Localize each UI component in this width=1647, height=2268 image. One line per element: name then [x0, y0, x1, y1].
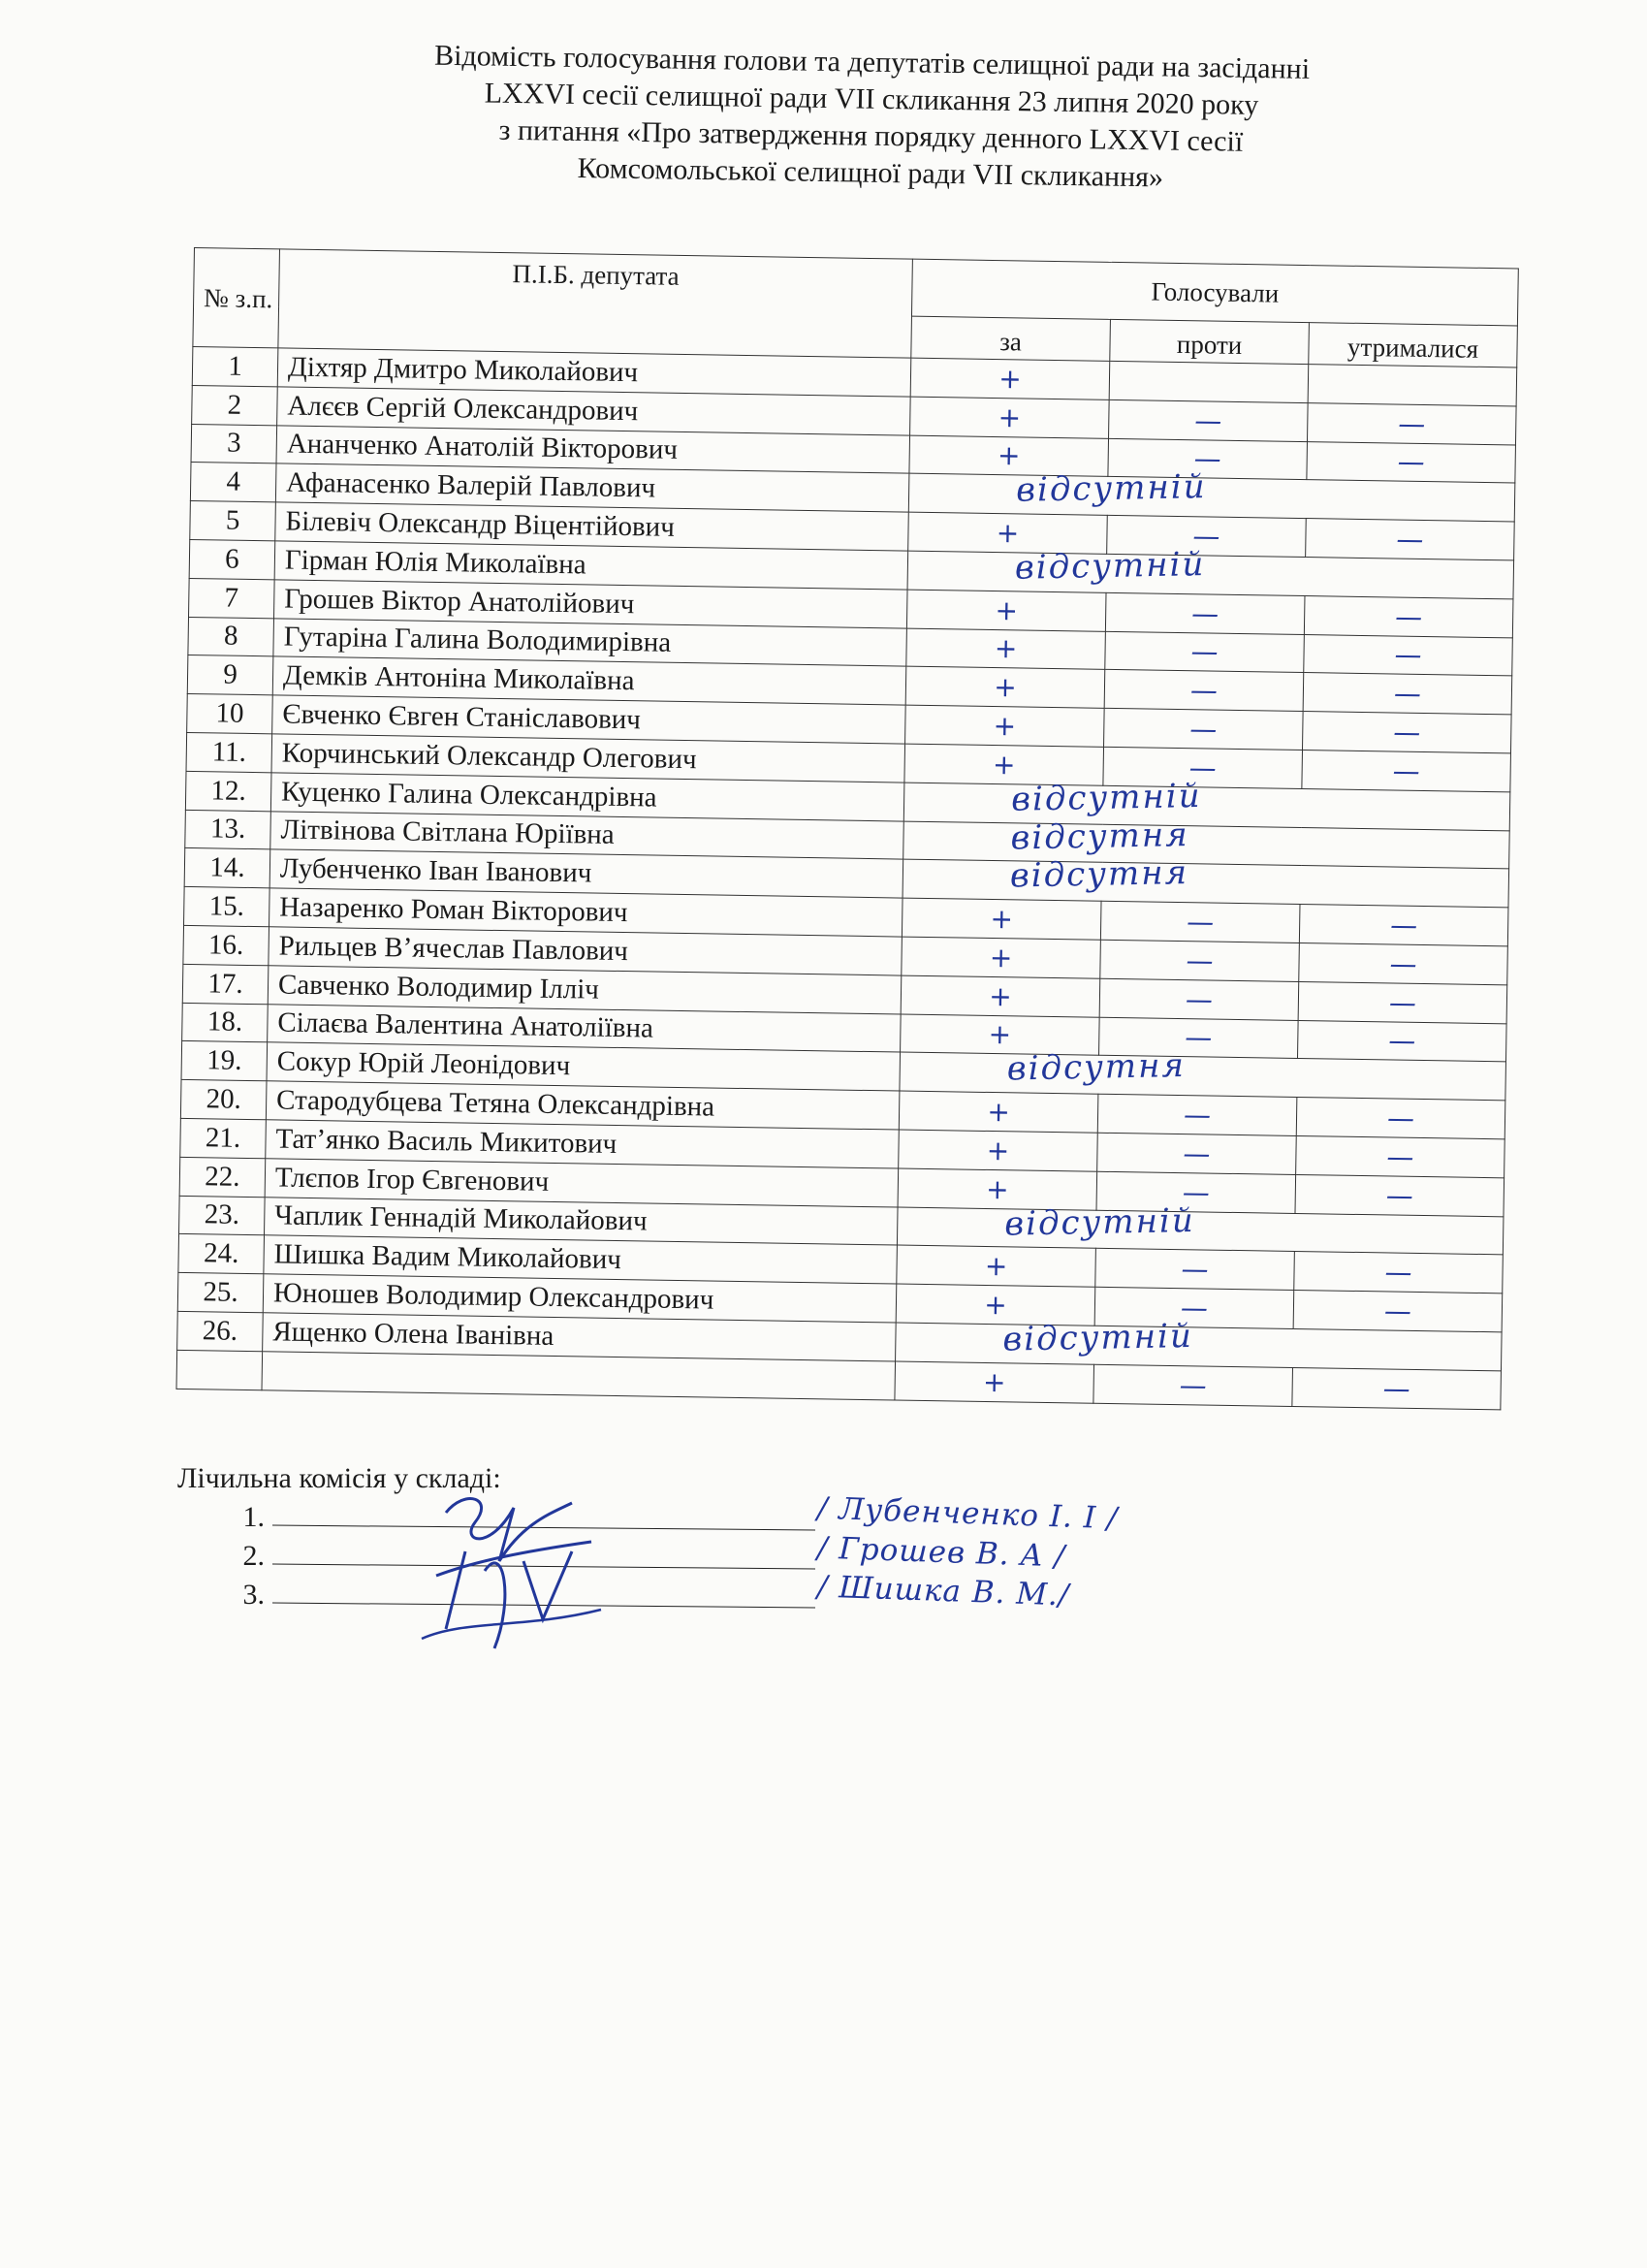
row-number: 20. [180, 1080, 267, 1120]
deputy-name: Грошев Віктор Анатолійович [274, 580, 908, 628]
deputy-name: Сілаєва Валентина Анатоліївна [268, 1004, 902, 1052]
deputy-name: Тат’янко Василь Микитович [266, 1120, 900, 1168]
deputy-name: Тлєпов Ігор Євгенович [265, 1159, 899, 1207]
vote-abstained-mark: — [1299, 905, 1508, 946]
row-number: 23. [179, 1196, 266, 1235]
deputy-name: Куценко Галина Олександрівна [270, 773, 904, 821]
title-line-4: Комсомольської селищної ради VII скликання» [577, 151, 1164, 194]
row-number: 26. [177, 1311, 264, 1351]
row-number: 16. [183, 925, 269, 965]
vote-against-mark: — [1103, 747, 1303, 788]
absent-mark: відсутній [1003, 1200, 1196, 1244]
vote-abstained-mark: — [1295, 1174, 1504, 1216]
row-number: 22. [179, 1157, 266, 1197]
vote-for-mark: + [899, 1130, 1098, 1171]
vote-abstained-mark: — [1306, 519, 1515, 560]
commission-label: Лічильна комісія у складі: [177, 1462, 501, 1494]
row-number: 5 [190, 501, 276, 541]
vote-for-mark: + [910, 358, 1110, 399]
vote-abstained-mark: — [1297, 1020, 1506, 1062]
vote-against-mark [1109, 361, 1309, 402]
vote-for-mark: + [899, 1091, 1098, 1133]
document-title [269, 35, 1473, 201]
header-name: П.І.Б. депутата [278, 249, 913, 358]
handwritten-name: / Грошев В. А / [816, 1530, 1066, 1575]
vote-against-mark: — [1100, 901, 1300, 942]
vote-against-mark: — [1105, 592, 1305, 634]
vote-against-mark: — [1109, 399, 1309, 441]
vote-for-mark: + [895, 1361, 1094, 1403]
empty-cell [176, 1350, 263, 1390]
vote-against-mark: — [1093, 1364, 1293, 1406]
vote-for-mark: + [908, 512, 1108, 554]
header-number: № з.п. [193, 248, 280, 348]
deputy-name: Юношев Володимир Олександрович [263, 1274, 897, 1323]
row-number: 14. [184, 848, 270, 888]
row-number: 17. [182, 964, 269, 1004]
row-number: 15. [184, 887, 270, 927]
vote-for-mark: + [905, 705, 1105, 747]
voting-table-wrapper [176, 247, 1519, 1410]
vote-abstained-mark [1308, 365, 1517, 406]
vote-against-mark: — [1099, 978, 1299, 1020]
vote-abstained-mark: — [1304, 595, 1513, 637]
title-line-3: з питання «Про затвердження порядку денного LXXVI сесії [498, 113, 1244, 158]
vote-against-mark: — [1104, 670, 1304, 712]
header-against: проти [1110, 319, 1310, 364]
vote-for-mark: + [901, 1014, 1100, 1056]
row-number: 11. [186, 732, 272, 772]
vote-for-mark: + [896, 1284, 1095, 1326]
vote-against-mark: — [1095, 1249, 1295, 1291]
vote-for-mark: + [902, 898, 1101, 940]
absent-mark: відсутній [1010, 776, 1202, 819]
deputy-name: Рильцев В’ячеслав Павлович [269, 927, 903, 975]
row-number: 19. [181, 1041, 268, 1081]
vote-for-mark: + [906, 590, 1106, 631]
deputy-name: Ященко Олена Іванівна [263, 1313, 897, 1361]
vote-for-mark: + [905, 666, 1105, 708]
vote-rows [176, 346, 1517, 1409]
vote-abstained-mark: — [1303, 673, 1512, 715]
vote-against-mark: — [1097, 1094, 1297, 1135]
deputy-name: Гутаріна Галина Володимирівна [273, 618, 907, 666]
vote-abstained-mark: — [1299, 942, 1508, 984]
row-number: 9 [187, 655, 273, 695]
deputy-name: Діхтяр Дмитро Миколайович [277, 348, 911, 397]
row-number: 3 [191, 424, 277, 463]
vote-abstained-mark: — [1304, 634, 1513, 676]
deputy-name: Стародубцева Тетяна Олександрівна [266, 1081, 900, 1130]
vote-against-mark: — [1094, 1287, 1294, 1328]
deputy-name: Демків Антоніна Миколаївна [272, 656, 906, 705]
row-number: 1 [192, 346, 278, 386]
header-voted: Голосували [911, 259, 1518, 326]
vote-abstained-mark: — [1302, 750, 1511, 791]
deputy-name: Афанасенко Валерій Павлович [275, 463, 909, 512]
header-abstained: утрималися [1309, 323, 1518, 367]
vote-for-mark: + [902, 937, 1101, 978]
vote-abstained-mark: — [1307, 441, 1516, 483]
vote-for-mark: + [909, 435, 1109, 477]
header-for: за [911, 316, 1111, 361]
vote-against-mark: — [1097, 1133, 1297, 1174]
row-number: 25. [177, 1273, 264, 1313]
vote-for-mark: + [901, 975, 1100, 1017]
row-number: 24. [178, 1234, 265, 1274]
row-number: 4 [190, 463, 276, 502]
vote-abstained-mark: — [1302, 712, 1511, 753]
deputy-name: Гірман Юлія Миколаївна [274, 541, 908, 590]
absent-mark: відсутня [1010, 815, 1190, 858]
vote-abstained-mark: — [1292, 1367, 1502, 1409]
row-number: 2 [192, 385, 278, 425]
vote-abstained-mark: — [1294, 1252, 1504, 1294]
deputy-name: Ананченко Анатолій Вікторович [276, 425, 910, 473]
vote-against-mark: — [1105, 631, 1305, 673]
vote-abstained-mark: — [1296, 1098, 1505, 1139]
deputy-name: Чаплик Геннадій Миколайович [265, 1197, 899, 1245]
vote-for-mark: + [910, 397, 1110, 438]
deputy-name: Сокур Юрій Леонідович [267, 1042, 901, 1091]
vote-against-mark: — [1099, 1017, 1299, 1059]
vote-abstained-mark: — [1307, 402, 1516, 444]
absent-mark: відсутній [1002, 1316, 1194, 1359]
title-line-1: Відомість голосування голови та депутатів селищної ради на засіданні [433, 39, 1311, 85]
vote-abstained-mark: — [1298, 981, 1507, 1023]
deputy-name: Шишка Вадим Миколайович [264, 1235, 898, 1284]
handwritten-signatures [407, 1484, 640, 1668]
commission-number: 2. [242, 1540, 265, 1572]
handwritten-name: / Шишка В. М./ [816, 1569, 1070, 1613]
vote-against-mark: — [1108, 438, 1308, 480]
deputy-name: Євченко Євген Станіславович [272, 695, 906, 744]
commission-number: 1. [242, 1501, 265, 1533]
vote-against-mark: — [1100, 940, 1300, 981]
absent-mark: відсутня [1009, 853, 1189, 896]
deputy-name: Савченко Володимир Ілліч [268, 966, 902, 1014]
deputy-name: Лубенченко Іван Іванович [269, 849, 903, 898]
deputy-name: Літвінова Світлана Юріївна [270, 811, 904, 859]
absent-mark: відсутній [1015, 467, 1207, 511]
voting-table [176, 247, 1519, 1410]
signature-stroke-2 [436, 1542, 591, 1648]
deputy-name: Білевіч Олександр Віцентійович [275, 502, 909, 551]
row-number: 21. [180, 1118, 267, 1158]
deputy-name: Алєєв Сергій Олександрович [277, 387, 911, 435]
vote-against-mark: — [1104, 708, 1304, 750]
row-number: 12. [185, 771, 271, 811]
handwritten-name: / Лубенченко І. І / [816, 1490, 1119, 1537]
vote-against-mark: — [1107, 516, 1307, 558]
vote-for-mark: + [906, 628, 1106, 670]
row-number: 18. [182, 1003, 269, 1042]
row-number: 7 [189, 578, 275, 618]
vote-against-mark: — [1096, 1171, 1296, 1213]
vote-for-mark: + [898, 1168, 1097, 1210]
vote-abstained-mark: — [1296, 1135, 1505, 1177]
vote-for-mark: + [904, 744, 1104, 785]
deputy-name: Корчинський Олександр Олегович [271, 734, 905, 783]
vote-for-mark: + [897, 1245, 1096, 1287]
absent-mark: відсутній [1014, 544, 1206, 588]
vote-abstained-mark: — [1293, 1291, 1503, 1332]
row-number: 10 [187, 694, 273, 734]
commission-number: 3. [242, 1579, 265, 1611]
absent-mark: відсутня [1006, 1046, 1187, 1089]
title-line-2: LXXVI сесії селищної ради VII скликання 23 липня 2020 року [484, 77, 1259, 122]
row-number: 8 [188, 617, 274, 656]
deputy-name: Назаренко Роман Вікторович [269, 888, 903, 937]
row-number: 6 [189, 539, 275, 579]
row-number: 13. [185, 810, 271, 849]
